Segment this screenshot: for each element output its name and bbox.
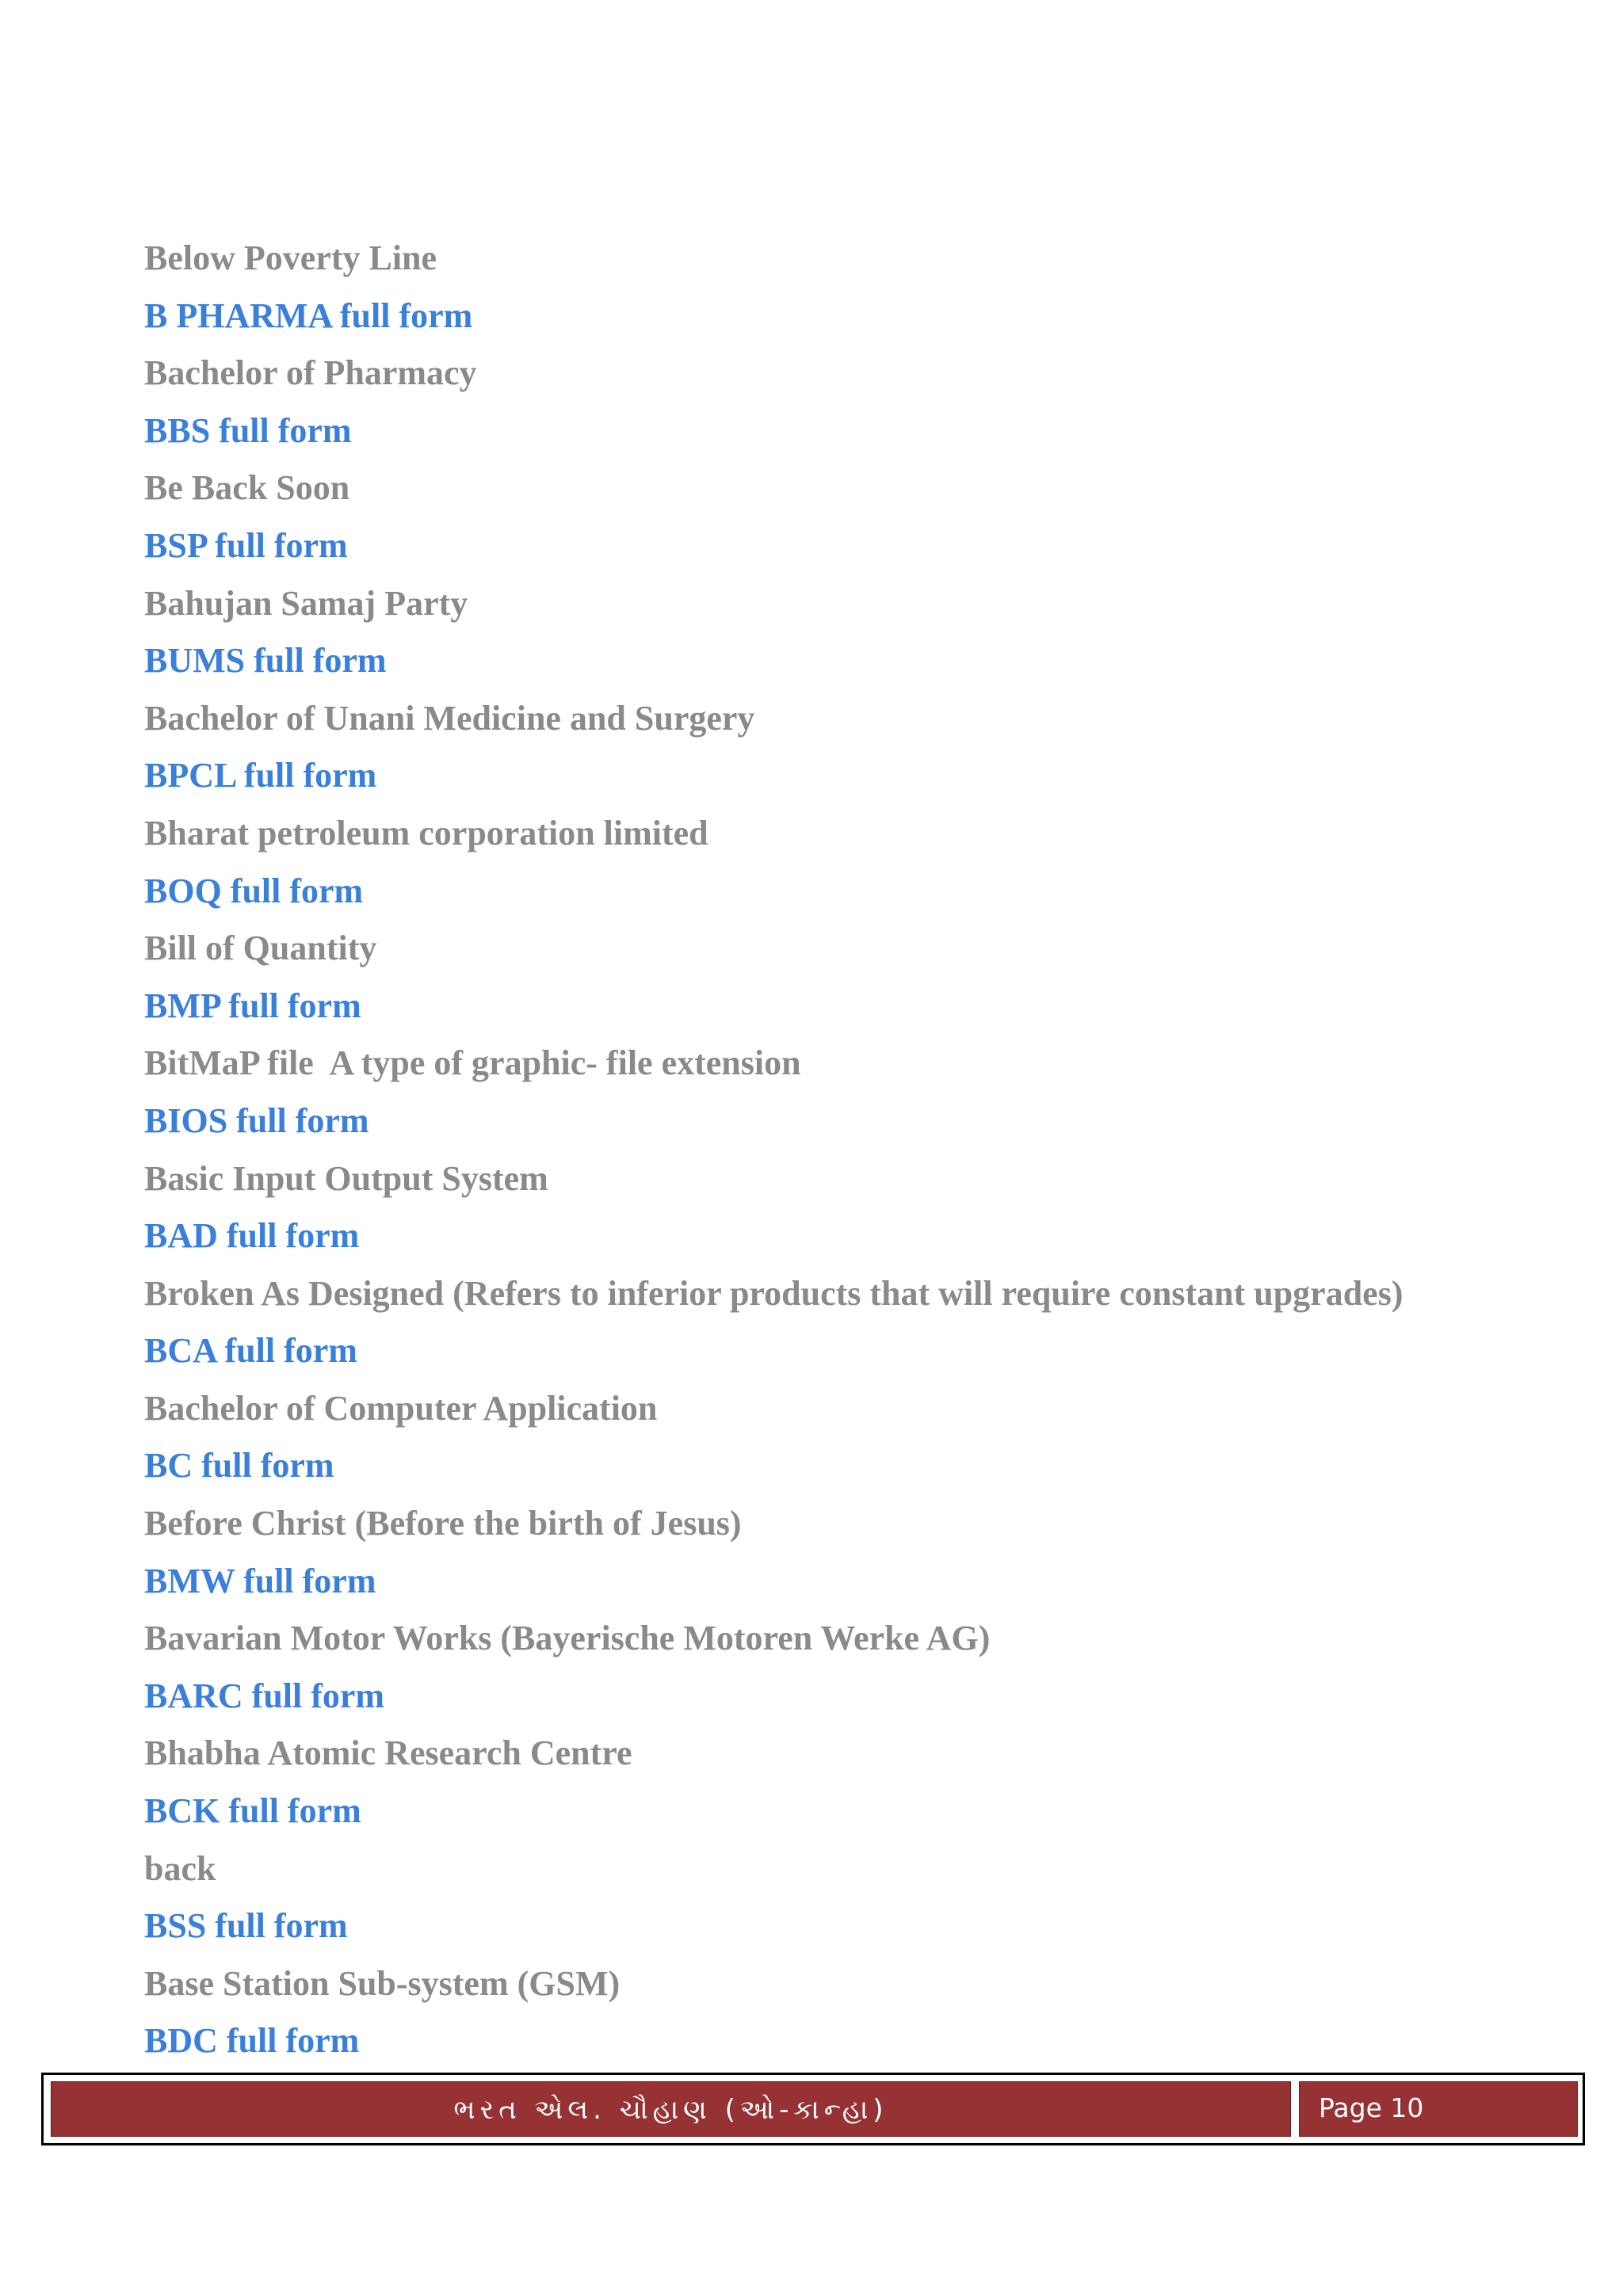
full-form-description: back	[144, 1848, 216, 1888]
full-form-heading: BMW full form	[144, 1561, 376, 1600]
footer-author: ભરત એલ. ચૌહાણ (ઓ-કાન્હા)	[51, 2081, 1291, 2137]
full-form-description: Bachelor of Unani Medicine and Surgery	[144, 698, 755, 738]
full-form-heading: BARC full form	[144, 1676, 385, 1715]
full-form-description: Bharat petroleum corporation limited	[144, 813, 708, 852]
full-form-heading: BOQ full form	[144, 871, 364, 910]
full-form-heading: BC full form	[144, 1446, 334, 1486]
full-form-heading: BBS full form	[144, 410, 352, 450]
full-form-heading: BAD full form	[144, 1216, 360, 1256]
full-form-description: Basic Input Output System	[144, 1158, 548, 1198]
full-form-description: Bachelor of Pharmacy	[144, 353, 477, 393]
full-form-description: Base Station Sub-system (GSM)	[144, 1963, 621, 2003]
full-form-description: Below Poverty Line	[144, 238, 437, 277]
full-form-description: Bachelor of Computer Application	[144, 1388, 658, 1428]
full-form-heading: BMP full form	[144, 986, 361, 1025]
full-form-description: Bavarian Motor Works (Bayerische Motoren Werke AG)	[144, 1619, 991, 1658]
full-form-heading: BIOS full form	[144, 1100, 369, 1140]
full-form-heading: BSP full form	[144, 525, 348, 565]
full-form-heading: BUMS full form	[144, 641, 387, 681]
full-form-description: Broken As Designed (Refers to inferior products that will require constant upgrades)	[144, 1273, 1403, 1313]
full-form-description: BitMaP file A type of graphic- file extension	[144, 1043, 801, 1083]
full-form-heading: BDC full form	[144, 2021, 360, 2061]
full-form-description: Bahujan Samaj Party	[144, 583, 468, 623]
full-form-heading: BCA full form	[144, 1331, 357, 1371]
document-body	[144, 230, 1571, 2070]
full-form-description: Be Back Soon	[144, 468, 350, 508]
full-form-heading: BSS full form	[144, 1906, 348, 1946]
page-footer	[41, 2073, 1585, 2145]
full-form-heading: B PHARMA full form	[144, 296, 473, 335]
full-form-description: Bill of Quantity	[144, 929, 377, 968]
full-form-description: Before Christ (Before the birth of Jesus)	[144, 1504, 742, 1543]
full-form-heading: BCK full form	[144, 1791, 361, 1831]
full-form-description: Bhabha Atomic Research Centre	[144, 1733, 632, 1773]
footer-page-number: Page 10	[1299, 2081, 1578, 2137]
full-form-heading: BPCL full form	[144, 756, 377, 795]
